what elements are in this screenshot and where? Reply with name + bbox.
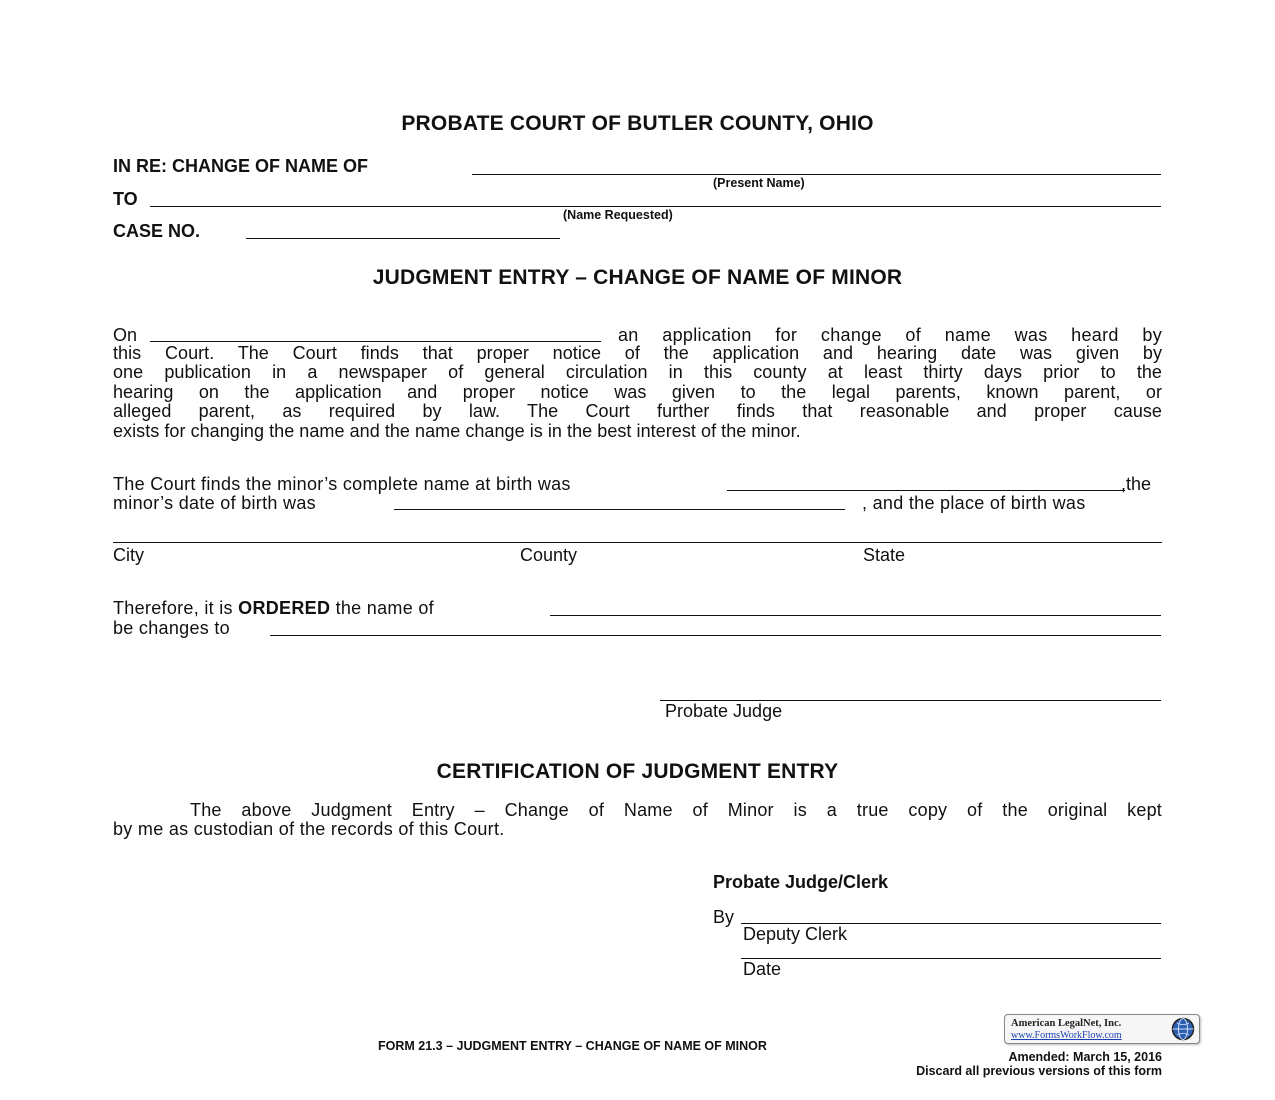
present-name-field[interactable] xyxy=(472,174,1161,175)
birth-date-field[interactable] xyxy=(394,509,845,510)
para1-line5: alleged parent, as required by law. The Court further finds that reasonable and proper cause xyxy=(113,401,1162,422)
order-suffix: the name of xyxy=(330,598,434,618)
para1-line1-rest: an application for change of name was heard by xyxy=(618,325,1162,345)
to-label: TO xyxy=(113,189,138,209)
para2-comma: ,the xyxy=(1121,474,1152,494)
logo-name: American LegalNet, Inc. xyxy=(1011,1018,1122,1029)
county-label: County xyxy=(520,545,578,565)
para1-line3: one publication in a newspaper of general circulation in this county at least thirty days prior to the xyxy=(113,362,1162,383)
form-id: FORM 21.3 – JUDGMENT ENTRY – CHANGE OF NAME OF MINOR xyxy=(378,1039,767,1053)
order-sentence xyxy=(113,598,434,619)
order-prefix: Therefore, it is xyxy=(113,598,239,618)
case-no-label: CASE NO. xyxy=(113,221,201,241)
para2-line2a: minor’s date of birth was xyxy=(113,493,316,513)
birth-place-field[interactable] xyxy=(113,542,1162,543)
state-label: State xyxy=(863,545,906,565)
present-name-caption: (Present Name) xyxy=(713,176,805,190)
changes-to-label: be changes to xyxy=(113,618,230,638)
para1-on: On xyxy=(113,325,138,345)
birth-name-field[interactable] xyxy=(727,490,1125,491)
hearing-date-field[interactable] xyxy=(150,341,601,342)
date-label: Date xyxy=(743,959,782,979)
logo-url[interactable]: www.FormsWorkFlow.com xyxy=(1011,1030,1122,1041)
name-requested-caption: (Name Requested) xyxy=(563,208,673,222)
name-requested-field[interactable] xyxy=(150,206,1161,207)
city-label: City xyxy=(113,545,144,565)
by-label: By xyxy=(713,907,735,927)
para1-body xyxy=(113,344,1162,441)
order-word: ORDERED xyxy=(238,598,331,618)
globe-icon xyxy=(1171,1017,1195,1041)
para1-line2: this Court. The Court finds that proper notice of the application and hearing date was given by xyxy=(113,343,1162,363)
amended-date: Amended: March 15, 2016 xyxy=(1008,1050,1162,1064)
para2-line1: The Court finds the minor’s complete name at birth was xyxy=(113,474,571,494)
para1-line6: exists for changing the name and the name change is in the best interest of the minor. xyxy=(113,420,801,441)
date-field[interactable] xyxy=(741,958,1161,959)
current-name-field[interactable] xyxy=(550,615,1161,616)
entry-title: JUDGMENT ENTRY – CHANGE OF NAME OF MINOR xyxy=(372,266,903,289)
judge-clerk-label: Probate Judge/Clerk xyxy=(713,872,889,892)
cert-line1: The above Judgment Entry – Change of Name of Minor is a true copy of the original kept xyxy=(190,800,1162,820)
discard-notice: Discard all previous versions of this form xyxy=(916,1064,1162,1078)
deputy-clerk-label: Deputy Clerk xyxy=(743,924,848,944)
new-name-field[interactable] xyxy=(270,635,1161,636)
case-no-field[interactable] xyxy=(246,238,560,239)
cert-line2: by me as custodian of the records of this Court. xyxy=(113,819,505,839)
para2-line2b: , and the place of birth was xyxy=(862,493,1086,513)
legalnet-logo xyxy=(1004,1014,1200,1044)
in-re-label: IN RE: CHANGE OF NAME OF xyxy=(113,156,368,176)
cert-title: CERTIFICATION OF JUDGMENT ENTRY xyxy=(436,760,839,783)
court-title: PROBATE COURT OF BUTLER COUNTY, OHIO xyxy=(401,112,874,135)
judge-sig-label: Probate Judge xyxy=(665,701,783,721)
para1-line4: hearing on the application and proper notice was given to the legal parents, known parent, or xyxy=(113,381,1162,402)
